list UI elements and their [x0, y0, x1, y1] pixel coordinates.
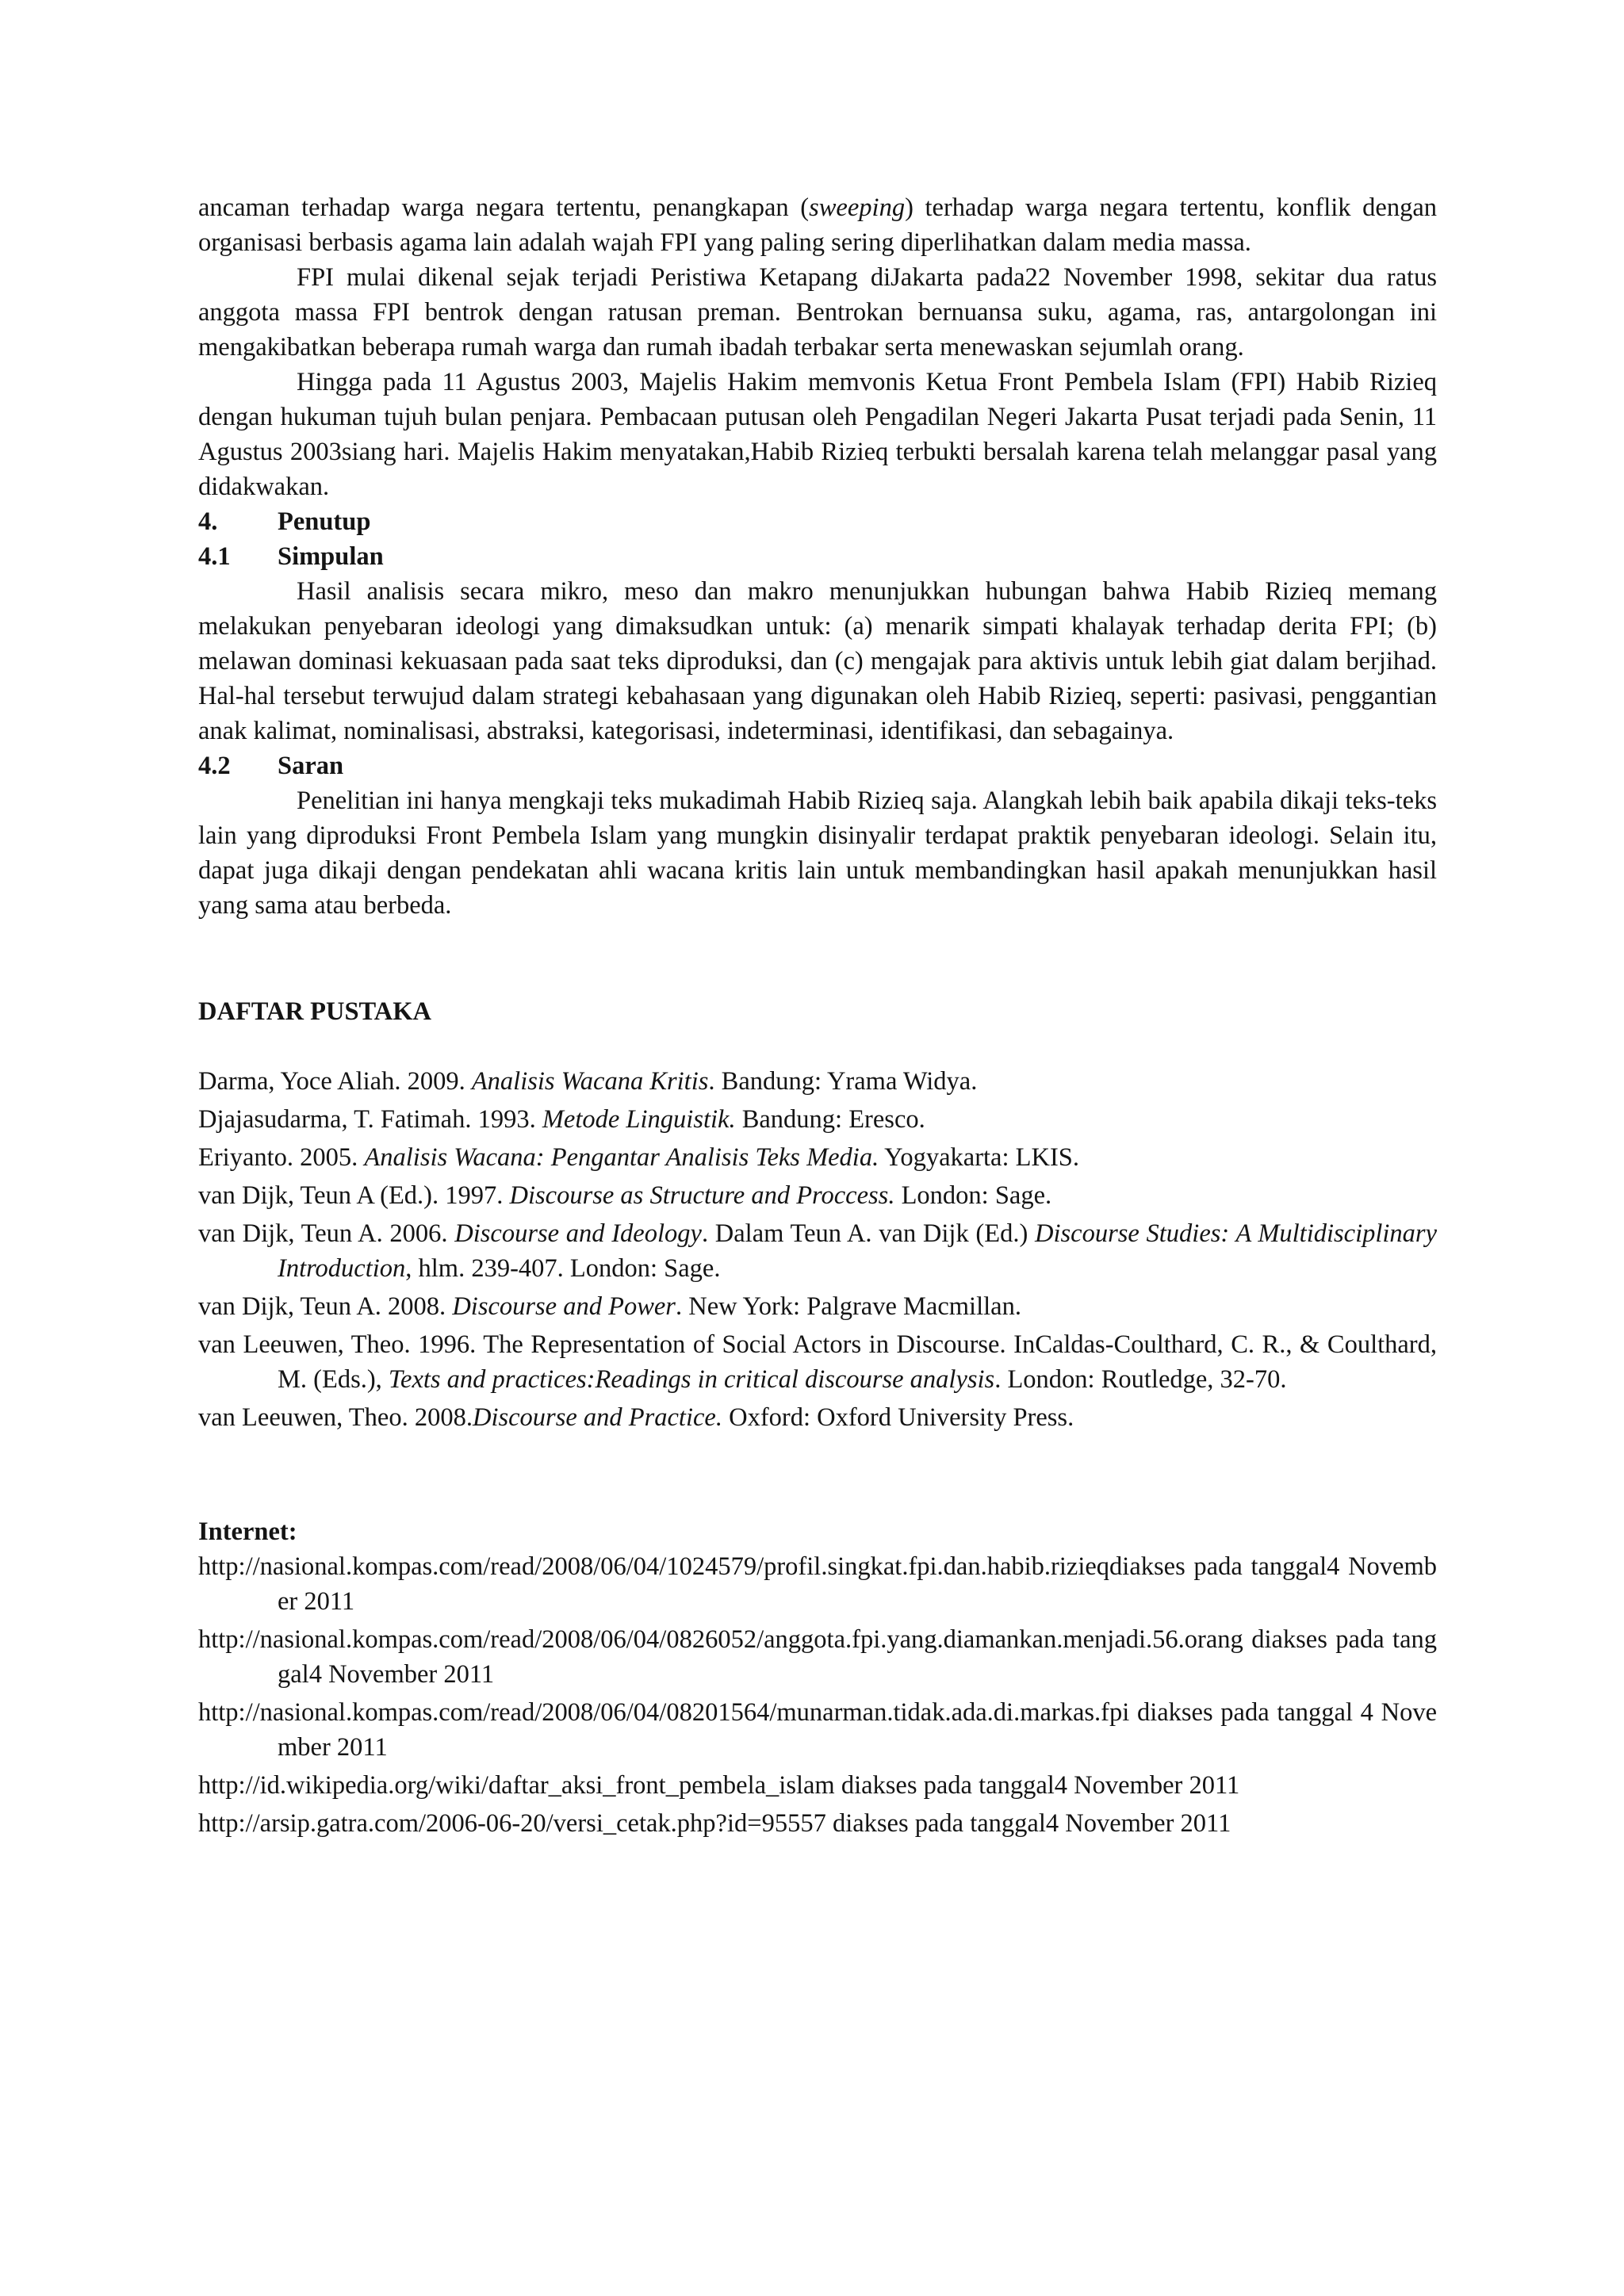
reference-entry	[198, 1289, 1437, 1324]
reference-title: Metode Linguistik.	[542, 1105, 736, 1134]
reference-title: Discourse as Structure and Proccess.	[509, 1181, 895, 1210]
section-title: Saran	[278, 752, 344, 780]
internet-source-link[interactable]: http://nasional.kompas.com/read/2008/06/04/1024579/profil.singkat.fpi.dan.habib.rizieqdiakses pada tanggal4 November 2011	[198, 1552, 1437, 1616]
reference-entry	[198, 1102, 1437, 1137]
reference-title: Discourse and Ideology	[454, 1219, 702, 1248]
reference-entry	[198, 1178, 1437, 1213]
section-title: Penutup	[278, 507, 371, 536]
document-page	[198, 190, 1437, 1844]
saran-paragraph: Penelitian ini hanya mengkaji teks mukadimah Habib Rizieq saja. Alangkah lebih baik apabila dikaji teks-teks lain yang diproduksi Front Pembela Islam yang mungkin disinyalir terdapat praktik penyebaran ideologi. Selain itu, dapat juga dikaji dengan pendekatan ahli wacana kritis lain untuk membandingkan hasil apakah menunjukkan hasil yang sama atau berbeda.	[198, 786, 1437, 920]
reference-title: Discourse and Practice.	[472, 1403, 722, 1432]
section-title: Simpulan	[278, 542, 384, 571]
reference-title: Discourse and Power	[452, 1292, 676, 1321]
internet-list	[198, 1549, 1437, 1841]
reference-text: Eriyanto. 2005.	[198, 1143, 365, 1172]
text-span: ) terhadap warga negara tertentu, konflik dengan organisasi berbasis agama lain adalah wajah FPI yang paling sering diperlihatkan dalam media massa.	[198, 193, 1437, 257]
reference-text: . London: Routledge, 32-70.	[994, 1365, 1287, 1394]
section-4-heading	[198, 504, 1437, 539]
reference-title: Texts and practices:Readings in critical discourse analysis	[388, 1365, 995, 1394]
reference-text: Darma, Yoce Aliah. 2009.	[198, 1067, 472, 1096]
reference-text: van Dijk, Teun A. 2008.	[198, 1292, 453, 1321]
reference-text: Yogyakarta: LKIS.	[879, 1143, 1079, 1172]
reference-entry	[198, 1327, 1437, 1397]
simpulan-paragraph: Hasil analisis secara mikro, meso dan makro menunjukkan hubungan bahwa Habib Rizieq memang melakukan penyebaran ideologi yang dimaksudkan untuk: (a) menarik simpati khalayak terhadap derita FPI; (b) melawan dominasi kekuasaan pada saat teks diproduksi, dan (c) mengajak para aktivis untuk lebih giat dalam berjihad. Hal-hal tersebut terwujud dalam strategi kebahasaan yang digunakan oleh Habib Rizieq, seperti: pasivasi, penggantian anak kalimat, nominalisasi, abstraksi, kategorisasi, indeterminasi, identifikasi, dan sebagainya.	[198, 577, 1437, 745]
internet-title: Internet:	[198, 1517, 297, 1546]
reference-entry	[198, 1064, 1437, 1099]
reference-text: van Dijk, Teun A (Ed.). 1997.	[198, 1181, 510, 1210]
intro-paragraph-2: FPI mulai dikenal sejak terjadi Peristiwa Ketapang diJakarta pada22 November 1998, sekitar dua ratus anggota massa FPI bentrok dengan ratusan preman. Bentrokan bernuansa suku, agama, ras, antargolongan ini mengakibatkan beberapa rumah warga dan rumah ibadah terbakar serta menewaskan sejumlah orang.	[198, 263, 1437, 362]
reference-text: Bandung: Eresco.	[735, 1105, 925, 1134]
reference-title: Analisis Wacana: Pengantar Analisis Teks Media.	[364, 1143, 879, 1172]
internet-source-link[interactable]: http://nasional.kompas.com/read/2008/06/04/0826052/anggota.fpi.yang.diamankan.menjadi.56.orang diakses pada tanggal4 November 2011	[198, 1625, 1437, 1689]
intro-paragraph-3: Hingga pada 11 Agustus 2003, Majelis Hakim memvonis Ketua Front Pembela Islam (FPI) Habib Rizieq dengan hukuman tujuh bulan penjara. Pembacaan putusan oleh Pengadilan Negeri Jakarta Pusat terjadi pada Senin, 11 Agustus 2003siang hari. Majelis Hakim menyatakan,Habib Rizieq terbukti bersalah karena telah melanggar pasal yang didakwakan.	[198, 368, 1437, 501]
section-number: 4.2	[198, 752, 231, 780]
reference-text: London: Sage.	[894, 1181, 1052, 1210]
reference-text: , hlm. 239-407. London: Sage.	[405, 1254, 721, 1283]
italic-term: sweeping	[809, 193, 906, 222]
reference-text: van Leeuwen, Theo. 2008.	[198, 1403, 473, 1432]
internet-source-link[interactable]: http://arsip.gatra.com/2006-06-20/versi_cetak.php?id=95557 diakses pada tanggal4 November 2011	[198, 1809, 1231, 1838]
section-number: 4.1	[198, 542, 231, 571]
internet-source-link[interactable]: http://id.wikipedia.org/wiki/daftar_aksi_front_pembela_islam diakses pada tanggal4 November 2011	[198, 1771, 1240, 1800]
section-4-1-heading	[198, 539, 1437, 574]
reference-text: Oxford: Oxford University Press.	[722, 1403, 1074, 1432]
references-title: DAFTAR PUSTAKA	[198, 997, 432, 1026]
reference-text: . New York: Palgrave Macmillan.	[675, 1292, 1021, 1321]
reference-text: Djajasudarma, T. Fatimah. 1993.	[198, 1105, 542, 1134]
reference-text: van Dijk, Teun A. 2006.	[198, 1219, 455, 1248]
section-number: 4.	[198, 507, 218, 536]
reference-title: Analisis Wacana Kritis	[471, 1067, 709, 1096]
reference-entry	[198, 1400, 1437, 1435]
reference-entry	[198, 1140, 1437, 1175]
reference-entry	[198, 1216, 1437, 1286]
reference-text: van Leeuwen, Theo. 1996. The Representation of Social Actors in Discourse. InCaldas-Coulthard, C. R., & Coulthard, M. (Eds.),	[198, 1330, 1437, 1394]
section-4-2-heading	[198, 748, 1437, 783]
text-span: ancaman terhadap warga negara tertentu, penangkapan (	[198, 193, 810, 222]
reference-text: . Bandung: Yrama Widya.	[708, 1067, 978, 1096]
reference-list	[198, 1064, 1437, 1435]
internet-source-link[interactable]: http://nasional.kompas.com/read/2008/06/04/08201564/munarman.tidak.ada.di.markas.fpi diakses pada tanggal 4 November 2011	[198, 1698, 1437, 1762]
intro-paragraph-1	[198, 190, 1437, 260]
reference-text: . Dalam Teun A. van Dijk (Ed.)	[701, 1219, 1035, 1248]
reference-title: Discourse Studies: A Multidisciplinary Introduction	[278, 1219, 1437, 1283]
